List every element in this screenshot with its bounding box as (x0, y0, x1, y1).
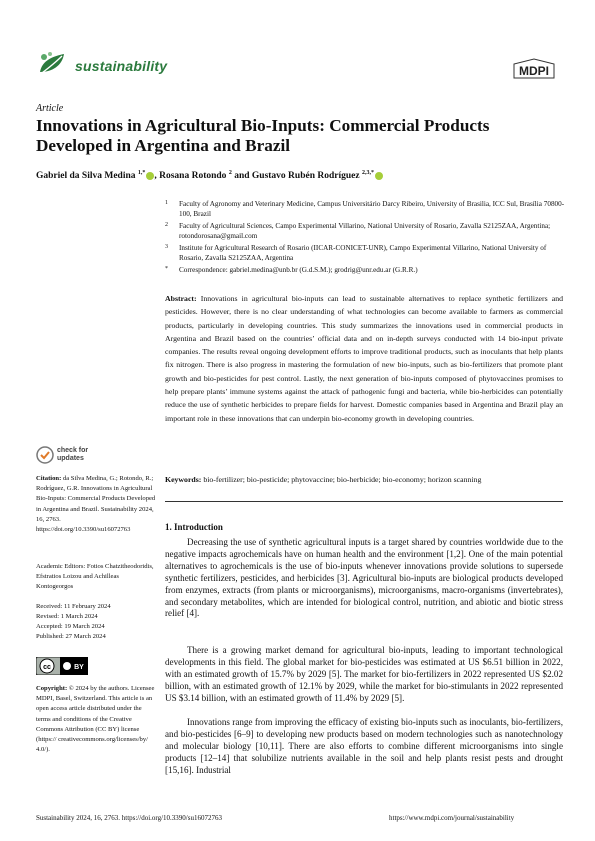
keywords-label: Keywords: (165, 475, 202, 484)
affiliation-text: Faculty of Agricultural Sciences, Campo Experimental Villarino, National University of Rosario, Zavalla S2125ZAA, Argentina; rotondorosana@gmail.com (179, 222, 551, 240)
author-list: Gabriel da Silva Medina $^{1,*}$ , Rosana Rotondo $^2$ and Gustavo Rubén Rodríguez $^{2,3,*}$ (36, 170, 556, 181)
publisher-logo[interactable] (512, 58, 556, 80)
academic-editors: Academic Editors: Fotios Chatzitheodoridis, Efstratios Loizou and Achilleas Kontogeorgos (36, 563, 154, 591)
abstract-label: Abstract: (165, 294, 197, 303)
citation-text[interactable]: da Silva Medina, G.; Rotondo, R.; Rodríguez, G.R. Innovations in Agricultural Bio-Inputs: Commercial Products Developed in Argentina and Brazil. Sustainability 2024, 16, 2763. https://doi.org/10.3390/su16072763 (36, 475, 156, 534)
affiliation (165, 222, 565, 242)
affiliation-text: Institute for Agricultural Research of Rosario (IICAR-CONICET-UNR), Campo Experimental Villarino, National University of Rosario, Zavalla S2125ZAA, Argentina (179, 244, 547, 262)
orcid-icon[interactable] (146, 172, 154, 180)
author-affil-sup: 1,* (137, 170, 146, 176)
divider (165, 501, 563, 502)
check-for-updates-button[interactable] (36, 444, 96, 468)
footer-journal-url[interactable]: https://www.mdpi.com/journal/sustainability (389, 814, 515, 822)
author-name[interactable]: Rosana Rotondo (159, 171, 227, 182)
affiliation (165, 200, 565, 220)
check-updates-icon (36, 446, 54, 464)
accepted-date: Accepted: 19 March 2024 (36, 623, 105, 630)
affiliation (165, 244, 565, 264)
copyright-block (36, 684, 156, 755)
affiliation-text: Faculty of Agronomy and Veterinary Medicine, Campus Universitário Darcy Ribeiro, University of Brasilia, ICC Sul, Brasília 70800-100, Brazil (179, 200, 565, 218)
abstract (165, 292, 563, 425)
affiliation-number: * (165, 266, 168, 272)
correspondence-text[interactable]: Correspondence: gabriel.medina@unb.br (G.d.S.M.); grodrig@unr.edu.ar (G.R.R.) (179, 266, 418, 274)
cc-by-license-icon[interactable] (36, 657, 88, 675)
author-name[interactable]: Gustavo Rubén Rodríguez (251, 171, 360, 182)
section-heading: 1. Introduction (165, 522, 223, 532)
abstract-text: Innovations in agricultural bio-inputs can lead to sustainable alternatives to replace synthetic fertilizers and pesticides. However, there is no clear understanding of what technologies can become available to farmers as commercial products, particularly in developing countries. This study summarizes the innovations used in commercial products in Argentina and Brazil based on the countries’ official data and on in-depth surveys conducted with 14 bio-input private companies. The results reveal ongoing development efforts to improve traditional products, such as inoculants that help plants fix nitrogen. There is also progress in mastering the formulation of new bio-inputs, such as bio-fertilizers that promote plant growth and bio-pesticides for pest control. Lastly, the next generation of bio-inputs composed of phytovaccines promises to help prepare plants’ immune systems against the attack of pathogenic fungi and bacteria, while bio-herbicides can potentially reduce the use of synthetic herbicides to prepare fields for harvest. Domestic companies based in Argentina and Brazil play an important role in these innovations that can underpin bio-economy growth in developing countries. (165, 294, 563, 423)
author-affil-sup: 2 (228, 170, 232, 176)
received-date: Received: 11 February 2024 (36, 603, 111, 610)
svg-text:cc: cc (43, 664, 51, 671)
citation-block (36, 474, 156, 535)
body-paragraph: Innovations range from improving the efficacy of existing bio-inputs such as inoculants, bio-fertilizers, and bio-pesticides [6–9] to developing new products based on modern technologies such as nanotechnology and molecular biology [10,11]. There are also efforts to combine different microorganisms into single products [12–14] that solubilize nutrients available in the soil and help plants resist pests and drought [15,16]. Industrial (165, 717, 563, 775)
affiliation-number: 2 (165, 222, 168, 228)
affiliation-number: 3 (165, 244, 168, 250)
author-name[interactable]: Gabriel da Silva Medina (36, 171, 136, 182)
check-updates-label: check for updates (57, 447, 89, 462)
published-date: Published: 27 March 2024 (36, 633, 106, 640)
copyright-label: Copyright: (36, 685, 68, 692)
copyright-text: © 2024 by the authors. Licensee MDPI, Basel, Switzerland. This article is an open access article distributed under the terms and conditions of the Creative Commons Attribution (CC BY) license (https:// creativecommons.org/licenses/by/ 4.0/). (36, 685, 155, 754)
keywords (165, 474, 563, 486)
revised-date: Revised: 1 March 2024 (36, 613, 98, 620)
article-type: Article (36, 103, 64, 114)
article-title: Innovations in Agricultural Bio-Inputs: Commercial Products Developed in Argentina and Brazil (36, 116, 490, 155)
journal-name[interactable]: sustainability (75, 58, 168, 74)
citation-label: Citation: (36, 475, 62, 482)
affiliation-number: 1 (165, 200, 168, 206)
author-affil-sup: 2,3,* (361, 170, 374, 176)
keywords-text: bio-fertilizer; bio-pesticide; phytovaccine; bio-herbicide; bio-economy; horizon scanning (203, 475, 482, 484)
body-paragraph: Decreasing the use of synthetic agricultural inputs is a target shared by countries worldwide due to the negative impacts agrochemicals have on human health and the environment [1,2]. One of the main potential alternatives to agrochemicals is the use of bio-inputs whenever innovations provide solutions to supersede synthetic fertilizers, pesticides, and herbicides [3]. Agricultural bio-inputs are biological products developed from enzymes, extracts (from plants or microorganisms), microorganisms, macro-organisms (invertebrates), and secondary metabolites, which are intended for biological control, nutrition, and abiotic and biotic stress relief [4]. (165, 537, 563, 619)
orcid-icon[interactable] (375, 172, 383, 180)
footer-citation[interactable]: Sustainability 2024, 16, 2763. https://doi.org/10.3390/su16072763 (36, 814, 222, 822)
svg-text:BY: BY (74, 664, 84, 671)
body-paragraph: There is a growing market demand for agricultural bio-inputs, leading to important technological developments in this field. The global market for bio-pesticides was estimated at US $6.51 billion in 2022, with an estimated growth of 15.7% by 2029 [5]. The market for bio-fertilizers in 2022 represented US $2.02 billion, with an estimated growth of 12.1% by 2029, while the market for bio-stimulants in 2022 represented US $3.14 billion, with an estimated growth of 11.4% by 2029 [5]. (165, 645, 563, 703)
correspondence (165, 266, 565, 276)
journal-logo-icon (36, 50, 68, 78)
publisher-name: MDPI (519, 64, 549, 78)
